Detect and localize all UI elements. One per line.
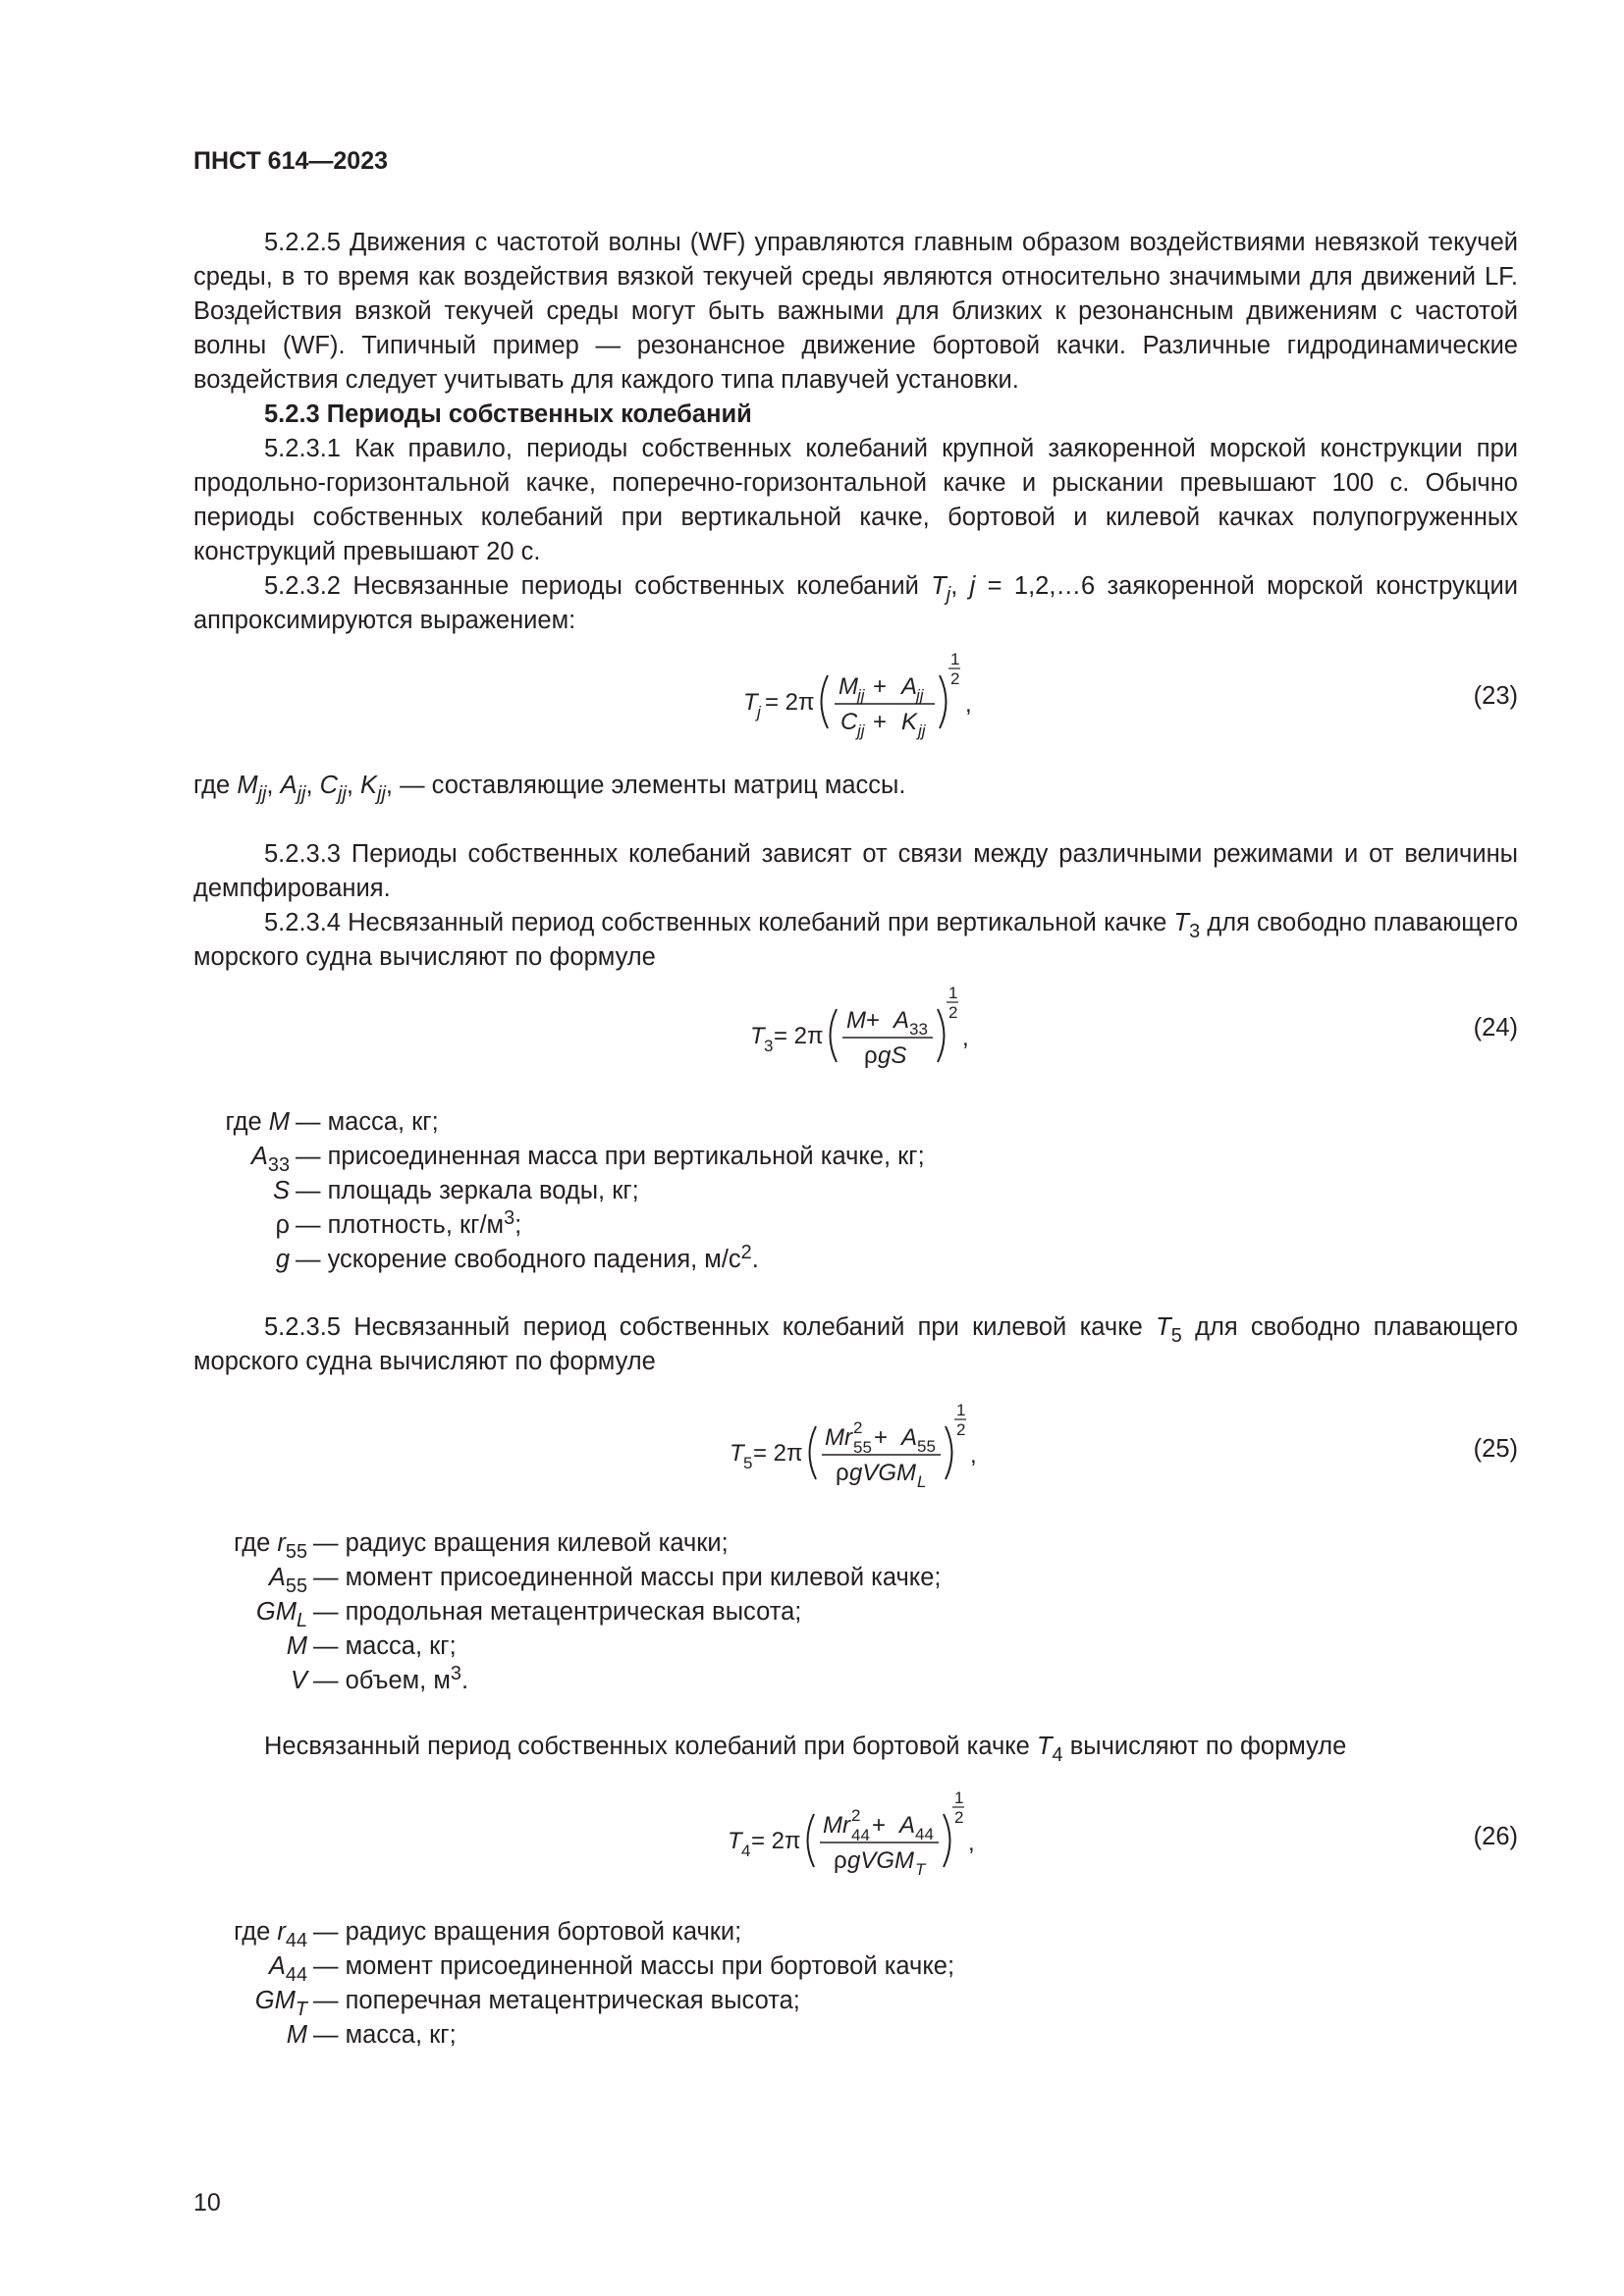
where-definition (296, 1243, 759, 1277)
paragraph-5-2-2-5: 5.2.2.5 Движения с частотой волны (WF) управляются главным образом воздействиями невязкой текучей среды, в то время как воздействия вязкой текучей среды являются относительно значимыми для движений LF. Воздействия вязкой текучей среды могут быть важными для близких к резонансным движениям с частотой волны (WF). Типичный пример — резонансное движение бортовой качки. Различные гидродинамические воздействия следует учитывать для каждого типа плавучей установки. (193, 229, 1518, 394)
den-rest: gVGM (849, 1460, 917, 1486)
num-sub-a: 44 (851, 1826, 870, 1844)
where-row (193, 1595, 1518, 1629)
formula-24 (0, 977, 1624, 1085)
where-23 (193, 769, 1518, 803)
where-prefix: где (234, 1529, 278, 1557)
punctuation: . (460, 1667, 469, 1694)
where-definition (313, 1629, 457, 1664)
equation-number-26: (26) (1473, 1823, 1518, 1850)
definition-text: — момент присоединенной массы при килевой качке; (313, 1564, 942, 1591)
subscript: 5 (1170, 1324, 1182, 1347)
where-symbol (193, 1208, 296, 1243)
where-symbol (193, 1664, 313, 1698)
punctuation: . (751, 1246, 759, 1273)
where-row (193, 1243, 1518, 1277)
where-symbol (193, 1105, 296, 1140)
where-definition (313, 1561, 942, 1595)
equation-number-24: (24) (1473, 1014, 1518, 1041)
formula-24-svg (0, 977, 1624, 1085)
definition-text: — объем, м (313, 1667, 451, 1694)
symbol: r (277, 1529, 286, 1557)
separator: , (266, 772, 281, 799)
subscript: jj (377, 782, 386, 805)
num-sub-a: 55 (853, 1438, 872, 1457)
symbol: j (969, 572, 976, 600)
num-a: Mr (825, 1424, 852, 1451)
definition-text: — присоединенная масса при вертикальной качке, кг; (296, 1143, 925, 1170)
lhs-sub: 3 (764, 1037, 774, 1055)
formula-23-svg (0, 643, 1624, 751)
exp-den: 2 (954, 1808, 964, 1827)
lhs: T (750, 1023, 765, 1049)
where-symbol (193, 1915, 313, 1949)
where-definition (313, 1949, 954, 1984)
exp-den: 2 (950, 669, 960, 688)
symbol: r (277, 1918, 286, 1946)
where-definition (296, 1208, 521, 1243)
right-paren (940, 675, 947, 728)
formula-26-svg (0, 1782, 1624, 1890)
subscript: jj (338, 782, 347, 805)
formula-tail: , (968, 1830, 975, 1856)
exp-den: 2 (948, 1003, 958, 1022)
where-row (193, 2018, 1518, 2053)
where-row (193, 1526, 1518, 1561)
document-id-header: ПНСТ 614—2023 (193, 147, 388, 175)
symbol: T (1173, 909, 1190, 936)
lhs-sub: 4 (741, 1842, 751, 1860)
paragraph-roll-period (193, 1730, 1518, 1764)
subscript: T (295, 1998, 307, 2020)
where-definition: , — составляющие элементы матриц массы. (385, 772, 906, 799)
symbol: M (286, 2021, 307, 2049)
definition-text: — радиус вращения килевой качки; (313, 1529, 729, 1557)
subscript: 55 (285, 1575, 307, 1597)
num-sub-a: jj (857, 686, 865, 705)
section-heading-5-2-3: 5.2.3 Периоды собственных колебаний (264, 400, 752, 428)
lhs: T (730, 1440, 744, 1467)
symbol: g (275, 1246, 290, 1273)
definition-text: — момент присоединенной массы при бортовой качке; (313, 1952, 955, 1980)
den-sub-a: jj (857, 721, 865, 740)
text-block-roll (193, 1730, 1518, 1764)
num-sub-b: 33 (909, 1020, 928, 1039)
text-block-intro (193, 226, 1518, 638)
exp-den: 2 (956, 1420, 966, 1439)
definition-text: — масса, кг; (296, 1108, 439, 1136)
num-sup-a: 2 (851, 1806, 861, 1825)
symbol: K (360, 772, 378, 799)
where-23-line (193, 769, 1518, 803)
separator: , (346, 772, 361, 799)
subscript: j (946, 583, 951, 606)
den-rest: gVGM (847, 1847, 915, 1874)
formula-tail: , (965, 691, 972, 718)
where-24 (193, 1105, 1518, 1277)
num-b: A (901, 673, 918, 700)
num-op: + (866, 1007, 881, 1034)
num-a: M (839, 673, 858, 700)
superscript: 3 (450, 1663, 461, 1685)
symbol: T (931, 572, 947, 600)
symbol: C (319, 772, 339, 799)
subscript: 44 (285, 1929, 307, 1951)
paragraph-text: вычисляют по формуле (1069, 1733, 1347, 1760)
subscript: 3 (1189, 920, 1201, 942)
den-b: K (901, 709, 918, 735)
where-prefix: где (225, 1108, 269, 1136)
eq-2pi: = 2π (774, 1023, 824, 1049)
den-sub: T (915, 1860, 926, 1879)
equation-number-25: (25) (1473, 1435, 1518, 1463)
paragraph-text: 5.2.3.5 Несвязанный период собственных колебаний при килевой качке (264, 1313, 1143, 1341)
where-26 (193, 1915, 1518, 2053)
symbol: A (268, 1564, 286, 1591)
eq-2pi: = 2π (753, 1440, 803, 1467)
where-definition (296, 1174, 639, 1208)
symbol: A (268, 1952, 286, 1980)
den-op: + (873, 709, 888, 735)
paragraph-5-2-3-5 (193, 1310, 1518, 1379)
where-row (193, 1174, 1518, 1208)
num-sub-b: jj (916, 686, 924, 705)
exp-num: 1 (950, 650, 960, 668)
paragraph-5-2-3-3: 5.2.3.3 Периоды собственных колебаний зависят от связи между различными режимами и от величины демпфирования. (193, 840, 1518, 902)
where-definition (313, 1595, 801, 1629)
symbol: M (237, 772, 258, 799)
formula-26 (0, 1782, 1624, 1890)
num-sup-a: 2 (853, 1418, 863, 1437)
where-symbol (193, 2018, 313, 2053)
num-op: + (874, 1424, 889, 1451)
num-b: A (893, 1007, 910, 1034)
paragraph-text: , (950, 572, 970, 600)
where-row (193, 1561, 1518, 1595)
definition-text: — поперечная метацентрическая высота; (313, 1987, 800, 2014)
subscript: 4 (1052, 1743, 1063, 1766)
formula-25 (0, 1394, 1624, 1502)
right-paren (946, 1426, 952, 1479)
eq-2pi: = 2π (751, 1828, 801, 1854)
left-paren (808, 1814, 815, 1867)
lhs-sub: 5 (743, 1454, 753, 1472)
num-sub-b: 55 (917, 1437, 936, 1456)
num-a: M (846, 1007, 866, 1034)
where-symbol (193, 1243, 296, 1277)
text-block-5-2-3-3 (193, 837, 1518, 975)
where-24-list (193, 1105, 1518, 1277)
num-b: A (899, 1812, 916, 1839)
definition-text: — площадь зеркала воды, кг; (296, 1177, 639, 1204)
paragraph-text: Несвязанный период собственных колебаний при бортовой качке (264, 1733, 1030, 1760)
where-definition (313, 1664, 468, 1698)
symbol: ρ (275, 1211, 290, 1239)
where-definition (296, 1105, 439, 1140)
right-paren (944, 1814, 950, 1867)
paragraph-text: = 1,2,…6 заякоренной морской конструкции аппроксимируются выражением: (193, 572, 1518, 634)
equation-number-23: (23) (1473, 682, 1518, 710)
text-block-5-2-3-5 (193, 1310, 1518, 1379)
num-op: + (872, 1812, 887, 1839)
where-symbol (193, 1949, 313, 1984)
left-paren (810, 1426, 817, 1479)
lhs-sub: j (757, 703, 761, 721)
subscript: L (296, 1609, 307, 1631)
den-sub-b: jj (918, 721, 926, 740)
formula-tail: , (970, 1442, 977, 1468)
den-rho: ρ (836, 1460, 849, 1486)
right-paren (938, 1009, 945, 1062)
where-25 (193, 1526, 1518, 1698)
separator: , (305, 772, 320, 799)
where-25-list (193, 1526, 1518, 1698)
lhs: T (728, 1828, 742, 1854)
where-symbol (193, 1174, 296, 1208)
where-row (193, 1915, 1518, 1949)
where-definition (313, 1984, 800, 2018)
den-a: C (840, 709, 858, 735)
symbol: GM (255, 1598, 297, 1626)
num-sub-b: 44 (915, 1825, 934, 1843)
formula-25-svg (0, 1394, 1624, 1502)
num-op: + (873, 673, 888, 700)
paragraph-text: 5.2.3.4 Несвязанный период собственных колебаний при вертикальной качке (264, 909, 1167, 936)
where-row (193, 1140, 1518, 1174)
subscript: 44 (285, 1963, 307, 1986)
where-symbol (193, 1595, 313, 1629)
num-a: Mr (823, 1812, 850, 1839)
den-sub: L (917, 1472, 927, 1491)
definition-text: — масса, кг; (313, 2021, 457, 2049)
punctuation: ; (514, 1211, 522, 1239)
where-row (193, 1984, 1518, 2018)
symbol: T (1036, 1733, 1053, 1760)
left-paren (822, 675, 829, 728)
where-symbol (193, 1526, 313, 1561)
paragraph-5-2-3-1: 5.2.3.1 Как правило, периоды собственных колебаний крупной заякоренной морской конструкции при продольно-горизонтальной качке, поперечно-горизонтальной качке и рыскании превышают 100 с. Обычно периоды собственных колебаний при вертикальной качке, бортовой и килевой качках полупогруженных конструкций превышают 20 с. (193, 435, 1518, 565)
where-definition (313, 1526, 729, 1561)
where-row (193, 1629, 1518, 1664)
symbol: M (268, 1108, 290, 1136)
subscript: jj (297, 782, 306, 805)
where-symbol (193, 1984, 313, 2018)
paragraph-text: для свободно плавающего морского судна вычисляют по формуле (193, 909, 1519, 971)
where-row (193, 1208, 1518, 1243)
where-26-list (193, 1915, 1518, 2053)
where-definition (313, 2018, 457, 2053)
definition-text: — ускорение свободного падения, м/с (296, 1246, 741, 1273)
definition-text: — продольная метацентрическая высота; (313, 1598, 802, 1626)
superscript: 2 (740, 1242, 752, 1264)
where-definition (313, 1915, 741, 1949)
where-row (193, 1949, 1518, 1984)
where-row (193, 1105, 1518, 1140)
den-rho: ρ (834, 1847, 847, 1874)
superscript: 3 (504, 1207, 515, 1230)
paragraph-5-2-3-4 (193, 906, 1518, 975)
exp-num: 1 (956, 1401, 966, 1419)
where-row (193, 1664, 1518, 1698)
where-symbol (193, 1629, 313, 1664)
den-rho: ρ (864, 1042, 878, 1069)
symbol: T (1156, 1313, 1171, 1341)
subscript: jj (257, 782, 267, 805)
exp-num: 1 (948, 984, 958, 1002)
num-b: A (901, 1424, 918, 1451)
where-symbol (193, 1140, 296, 1174)
symbol: S (272, 1177, 290, 1204)
symbol: M (286, 1632, 307, 1660)
definition-text: — масса, кг; (313, 1632, 457, 1660)
where-prefix: где (234, 1918, 278, 1946)
symbol: A (250, 1143, 268, 1170)
subscript: 55 (285, 1540, 307, 1563)
lhs: T (743, 689, 758, 716)
subscript: 33 (267, 1153, 290, 1176)
where-symbol (193, 1561, 313, 1595)
symbol: V (290, 1667, 307, 1694)
symbol: A (280, 772, 298, 799)
left-paren (831, 1009, 838, 1062)
den-rest: gS (878, 1042, 907, 1069)
definition-text: — радиус вращения бортовой качки; (313, 1918, 742, 1946)
paragraph-text: для свободно плавающего морского судна вычисляют по формуле (193, 1313, 1518, 1375)
where-definition (296, 1140, 925, 1174)
formula-tail: , (962, 1025, 969, 1051)
symbol: GM (254, 1987, 296, 2014)
eq-2pi: = 2π (765, 689, 815, 716)
exp-num: 1 (954, 1789, 964, 1807)
paragraph-text: 5.2.3.2 Несвязанные периоды собственных колебаний (264, 572, 919, 600)
page-number: 10 (193, 2189, 221, 2216)
definition-text: — плотность, кг/м (296, 1211, 505, 1239)
paragraph-5-2-3-2 (193, 569, 1518, 638)
formula-23 (0, 643, 1624, 751)
where-prefix: где (193, 772, 238, 799)
